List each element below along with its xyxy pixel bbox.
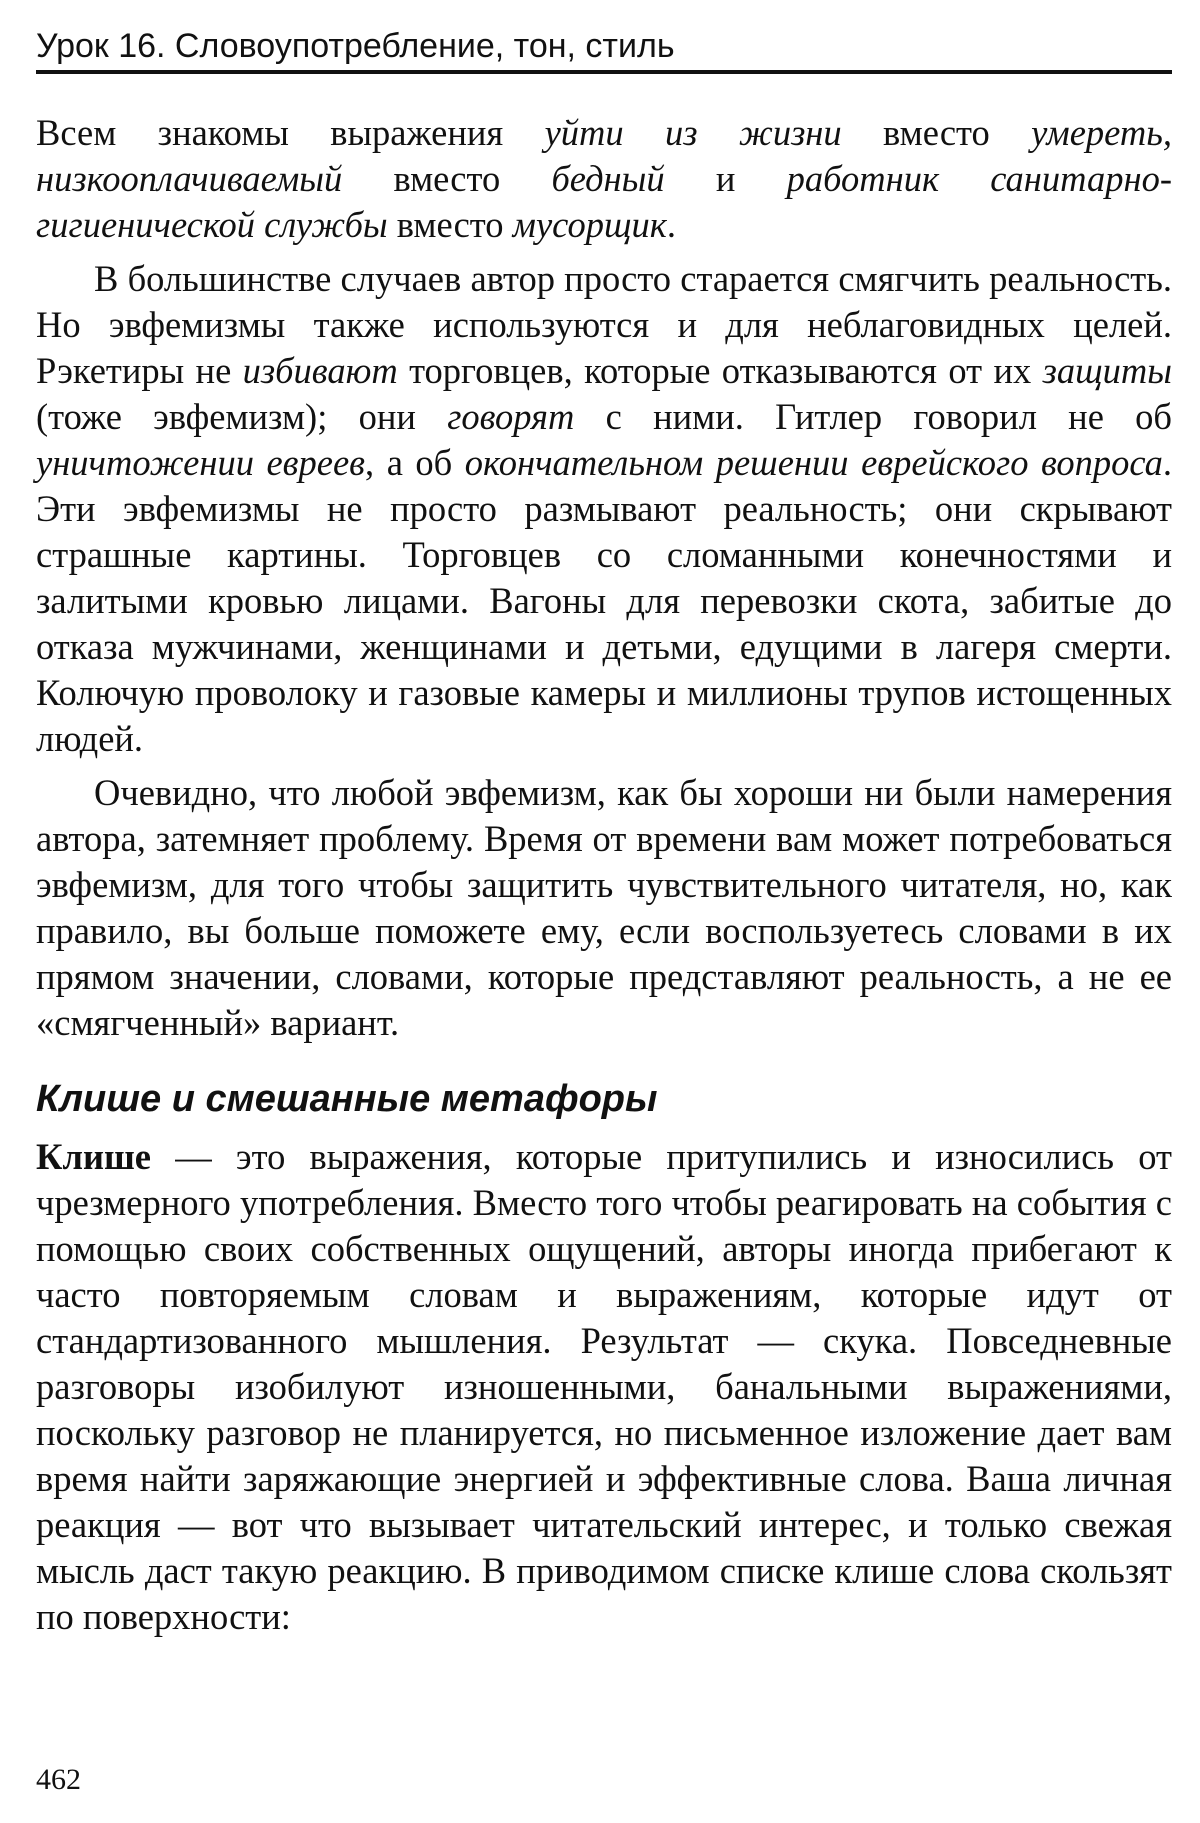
- text-run: — это выражения, которые притупились и износились от чрезмерного употребления. Вместо того чтобы реагировать на события с помощью своих собственных ощущений, авторы иногда прибегают к часто повторяемым словам и выражениям, которые идут от стандартизованного мышления. Результат — скука. Повседневные разговоры изобилуют изношенными, банальными выражениями, поскольку разговор не планируется, но письменное изложение дает вам время найти заряжающие энергией и эффективные слова. Ваша личная реакция — вот что вызывает читательский интерес, и только свежая мысль даст такую реакцию. В приводимом списке клише слова скользят по поверхности:: [36, 1136, 1172, 1637]
- paragraph-euphemism-examples: [36, 110, 1172, 248]
- paragraph-euphemism-misuse: [36, 256, 1172, 762]
- text-run: с ними. Гитлер говорил не об: [574, 396, 1172, 437]
- text-run: вместо: [342, 158, 552, 199]
- section-heading: Клише и смешанные метафоры: [36, 1078, 658, 1120]
- italic-example: бедный: [551, 158, 665, 199]
- text-run: и: [664, 158, 787, 199]
- text-run: В большинстве случаев автор просто старается смягчить реальность. Но эвфемизмы также используются и для неблаговидных целей. Рэкетиры не: [36, 258, 1172, 391]
- italic-example: защиты: [1042, 350, 1172, 391]
- text-run: вместо: [387, 204, 513, 245]
- text-run: . Эти эвфемизмы не просто размывают реальность; они скрывают страшные картины. Торговцев со сломанными конечностями и залитыми кровью лицами. Вагоны для перевозки скота, забитые до отказа мужчинами, женщинами и детьми, едущими в лагеря смерти. Колючую проволоку и газовые камеры и миллионы трупов истощенных людей.: [36, 442, 1172, 759]
- paragraph-euphemism-conclusion: Очевидно, что любой эвфемизм, как бы хороши ни были намерения автора, затемняет проблему. Время от времени вам может потребоваться эвфемизм, для того чтобы защитить чувствительного читателя, но, как правило, вы больше поможете ему, если воспользуетесь словами в их прямом значении, словами, которые представляют реальность, а не ее «смягченный» вариант.: [36, 772, 1172, 1043]
- italic-example: работник санитарно-гигиенической службы: [36, 158, 1172, 245]
- italic-example: уйти из жизни: [544, 112, 842, 153]
- text-run: торговцев, которые отказываются от их: [397, 350, 1043, 391]
- text-run: Всем знакомы выражения: [36, 112, 545, 153]
- italic-example: мусорщик: [512, 204, 667, 245]
- page-number: 462: [36, 1763, 81, 1796]
- text-run: .: [666, 204, 676, 245]
- italic-example: умереть, низкооплачиваемый: [36, 112, 1172, 199]
- text-run: вместо: [841, 112, 1032, 153]
- italic-example: уничтожении евреев: [36, 442, 366, 483]
- italic-example: окончательном решении еврейского вопроса: [464, 442, 1163, 483]
- text-run: (тоже эвфемизм); они: [36, 396, 448, 437]
- italic-example: избивают: [242, 350, 398, 391]
- text-run: , а об: [365, 442, 465, 483]
- paragraph-cliche-definition: [36, 1134, 1172, 1640]
- running-head: Урок 16. Словоупотребление, тон, стиль: [36, 27, 675, 65]
- bold-term: Клише: [36, 1136, 151, 1177]
- book-page: [36, 24, 1172, 1648]
- header-rule: [36, 70, 1172, 74]
- italic-example: говорят: [447, 396, 575, 437]
- page-body: [36, 110, 1172, 1640]
